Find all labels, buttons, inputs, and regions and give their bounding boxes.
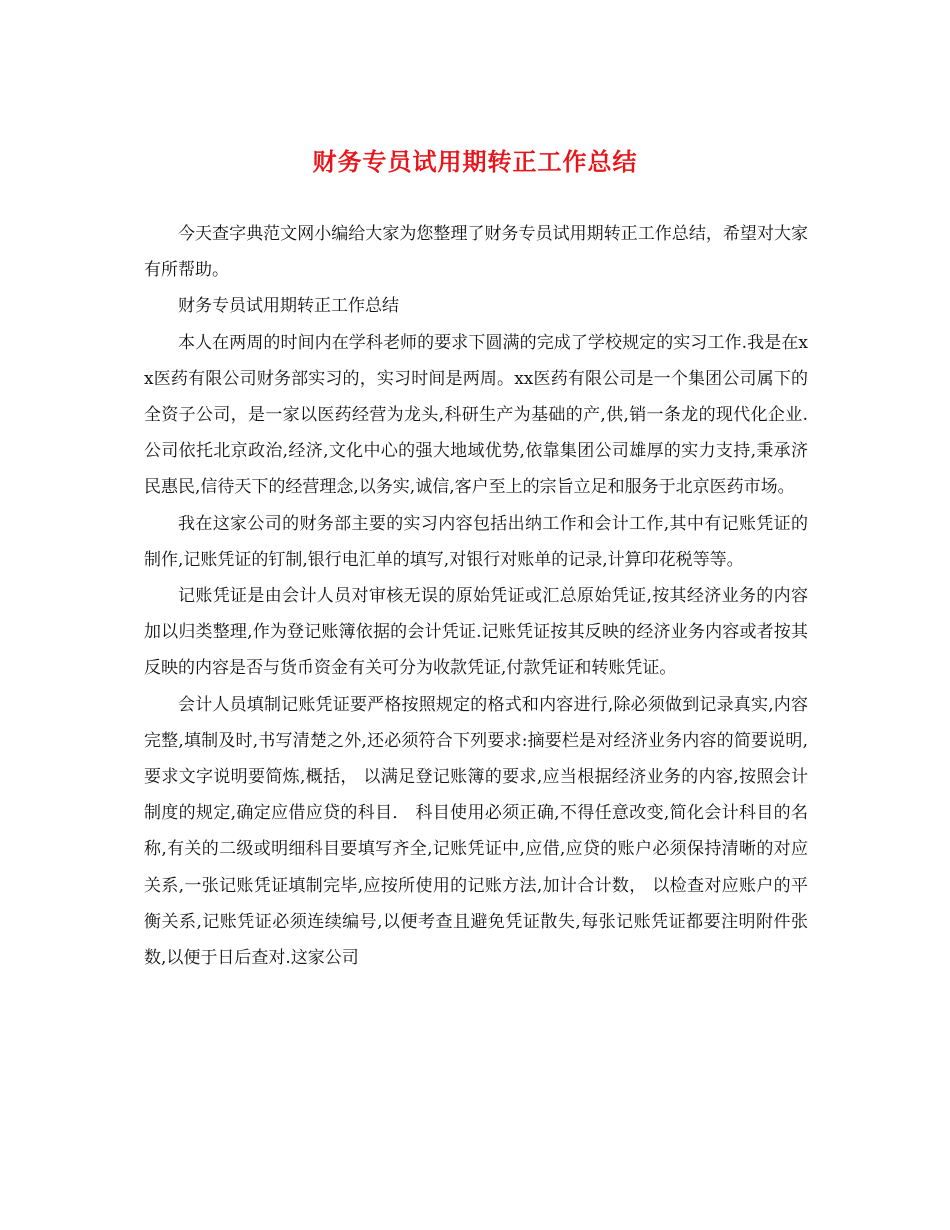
body-paragraph: 我在这家公司的财务部主要的实习内容包括出纳工作和会计工作,其中有记账凭证的制作,记账凭证的钉制,银行电汇单的填写,对银行对账单的记录,计算印花税等等。	[144, 513, 808, 570]
document-body	[144, 216, 808, 976]
section-heading: 财务专员试用期转正工作总结	[178, 296, 399, 317]
body-paragraph: 本人在两周的时间内在学科老师的要求下圆满的完成了学校规定的实习工作.我是在xx医药有限公司财务部实习的，实习时间是两周。xx医药有限公司是一个集团公司属下的全资子公司，是一家以医药经营为龙头,科研生产为基础的产,供,销一条龙的现代化企业.公司依托北京政治,经济,文化中心的强大地域优势,依靠集团公司雄厚的实力支持,秉承济民惠民,信待天下的经营理念,以务实,诚信,客户至上的宗旨立足和服务于北京医药市场。	[144, 332, 808, 498]
document-title: 财务专员试用期转正工作总结	[312, 147, 638, 176]
intro-paragraph: 今天查字典范文网小编给大家为您整理了财务专员试用期转正工作总结，希望对大家有所帮助。	[144, 224, 808, 281]
body-paragraph: 记账凭证是由会计人员对审核无误的原始凭证或汇总原始凭证,按其经济业务的内容加以归类整理,作为登记账簿依据的会计凭证.记账凭证按其反映的经济业务内容或者按其反映的内容是否与货币资金有关可分为收款凭证,付款凭证和转账凭证。	[144, 586, 808, 679]
body-paragraph: 会计人员填制记账凭证要严格按照规定的格式和内容进行,除必须做到记录真实,内容完整,填制及时,书写清楚之外,还必须符合下列要求:摘要栏是对经济业务内容的简要说明,要求文字说明要简炼,概括， 以满足登记账簿的要求,应当根据经济业务的内容,按照会计制度的规定,确定应借应贷的科目． 科目使用必须正确,不得任意改变,简化会计科目的名称,有关的二级或明细科目要填写齐全,记账凭证中,应借,应贷的账户必须保持清晰的对应关系,一张记账凭证填制完毕,应按所使用的记账方法,加计合计数， 以检查对应账户的平衡关系,记账凭证必须连续编号,以便考查且避免凭证散失,每张记账凭证都要注明附件张数,以便于日后查对.这家公司	[144, 694, 808, 969]
